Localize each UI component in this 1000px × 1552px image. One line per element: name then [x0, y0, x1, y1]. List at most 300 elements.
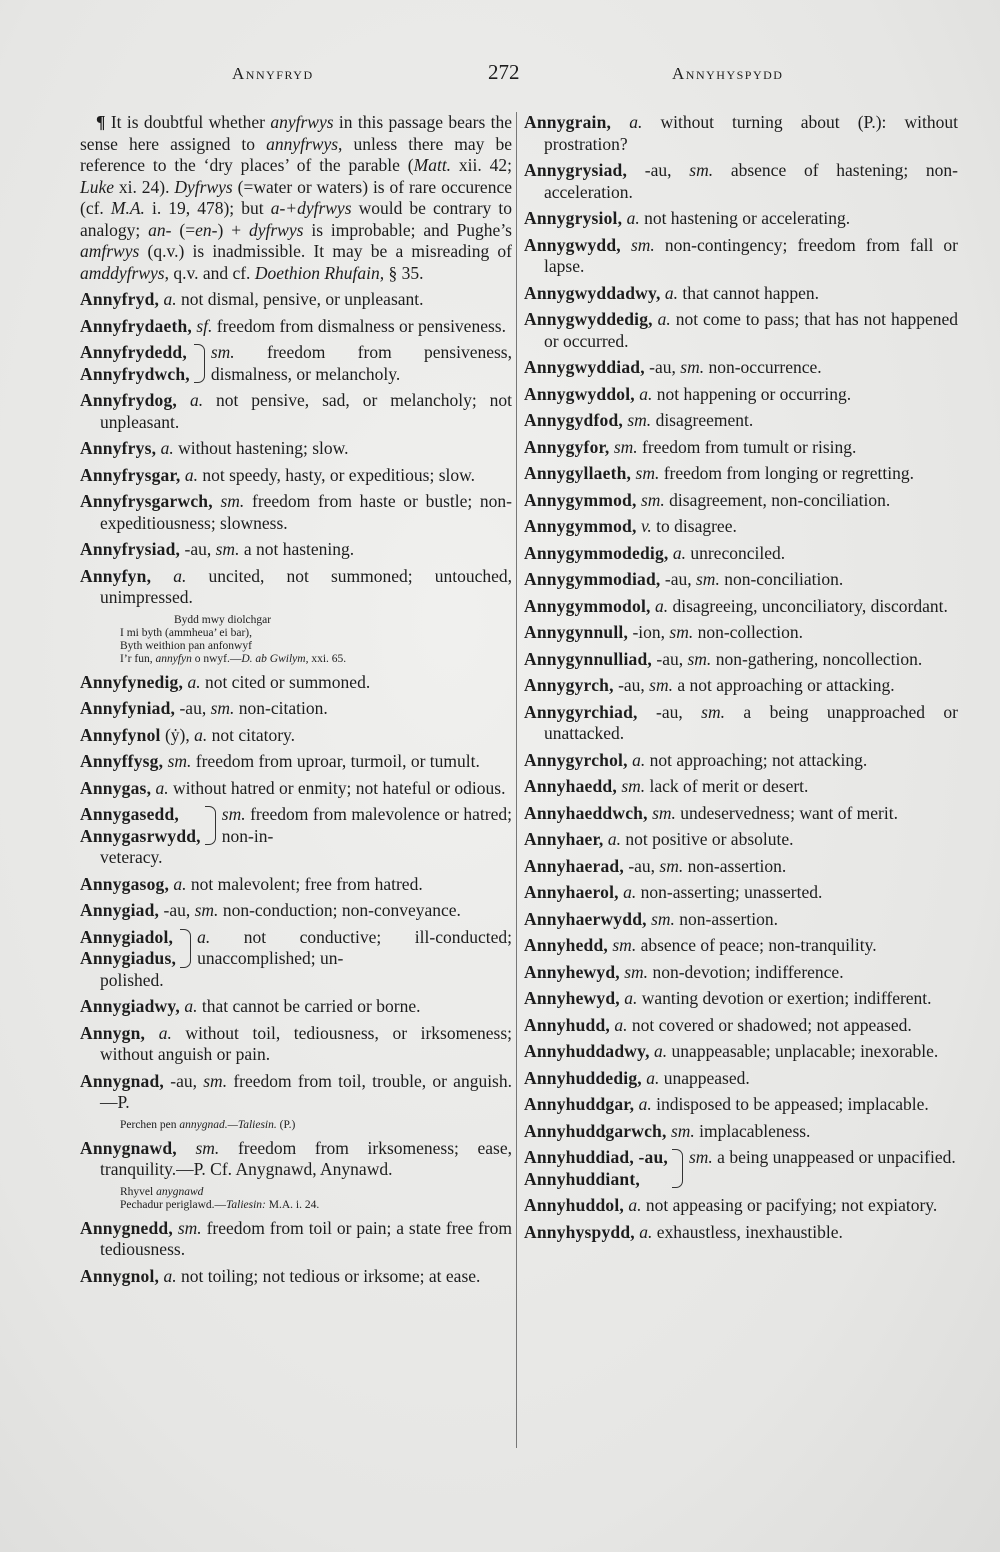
headword-group [524, 1147, 668, 1190]
quote-italic: D. ab Gwilym, [241, 652, 309, 665]
grammar-label: a. [672, 542, 686, 563]
plural-suffix: -au, [660, 569, 696, 589]
dictionary-entry [524, 1041, 958, 1063]
grammar-label: sm. [195, 1137, 220, 1158]
grammar-label: sm. [215, 539, 240, 559]
dictionary-entry [80, 566, 512, 609]
headword: Annygyfor, [524, 436, 610, 457]
definition-text: non-citation. [234, 698, 328, 718]
definition-text: to disagree. [651, 516, 737, 536]
definition-text: freedom from malevolence or hatred; non-in- [221, 804, 512, 846]
note-segment: , unless there may be reference to the ‘dry places’ of the parable ( [80, 133, 512, 175]
headword: Annygwyddadwy, [524, 282, 661, 303]
grammar-label: a. [158, 1022, 172, 1043]
grammar-label: sm. [651, 908, 675, 929]
grammar-label: a. [654, 595, 669, 616]
header-right-guideword: Annyhyspydd [672, 64, 784, 83]
dictionary-entry [524, 1222, 958, 1244]
dictionary-entry [524, 649, 958, 671]
grammar-label: a. [163, 289, 177, 309]
grammar-label: sm. [687, 648, 712, 669]
note-italic: amddyfrwys [80, 262, 165, 283]
definition-text: non-conciliation. [719, 569, 844, 589]
dictionary-entry-group [80, 804, 512, 869]
quote-text: I’r fun, [120, 652, 156, 665]
dictionary-entry [80, 1023, 512, 1066]
definition-text: freedom from pensiveness, dismalness, or melancholy. [210, 342, 512, 384]
headword: Annyfyn, [80, 565, 152, 586]
definition-text: not cited or summoned. [200, 671, 371, 692]
quote-text: M.A. i. 24. [265, 1198, 320, 1211]
definition-text: not hastening or accelerating. [639, 208, 851, 228]
grammar-label: sm. [177, 1217, 202, 1238]
dictionary-entry [524, 208, 958, 230]
dictionary-entry [524, 160, 958, 203]
definition-text: not citatory. [207, 724, 296, 745]
dictionary-entry [80, 1071, 512, 1114]
note-segment: It is doubtful whether [105, 112, 271, 132]
grammar-label: sm. [659, 855, 684, 876]
grammar-label: a. [623, 882, 637, 902]
quote-text: (P.) [276, 1118, 296, 1131]
quote-italic: annygnad.—Taliesin. [179, 1118, 277, 1131]
dictionary-entry [524, 988, 958, 1010]
brace-row [80, 927, 512, 970]
plural-suffix: -au, [164, 1070, 204, 1091]
grammar-label: a. [607, 829, 621, 849]
dictionary-entry [524, 1015, 958, 1037]
grammar-label: v. [640, 516, 652, 536]
citation-quote [120, 1119, 512, 1132]
grammar-label: a. [187, 671, 201, 692]
note-italic: M.A. [110, 198, 145, 218]
plural-suffix: -ion, [628, 622, 670, 642]
grammar-label: sm. [680, 357, 705, 377]
grammar-label: a. [194, 724, 208, 745]
grammar-label: sm. [649, 675, 673, 695]
dictionary-entry [80, 438, 512, 460]
grammar-label: a. [638, 1094, 652, 1114]
quote-line [120, 1119, 512, 1132]
note-segment: ) + [217, 219, 249, 240]
headword: Annyhudd, [524, 1014, 610, 1035]
grammar-label: sm. [210, 342, 235, 362]
dictionary-entry [524, 962, 958, 984]
note-italic: annyfrwys [266, 133, 339, 154]
note-italic: Dyfrwys [174, 176, 233, 197]
quote-line [120, 1186, 512, 1199]
brace-row [80, 804, 512, 847]
definition-text: non-devotion; indifference. [648, 961, 844, 982]
quote-text: o nwyf.— [191, 652, 242, 665]
headword: Annyhuddgarwch, [524, 1120, 667, 1141]
dictionary-entry [524, 935, 958, 957]
headword: Annyffysg, [80, 751, 164, 771]
definition-text: a being unapproached or unattacked. [544, 701, 958, 743]
pilcrow-symbol: ¶ [96, 112, 106, 132]
brace-symbol [672, 1149, 683, 1188]
brace-symbol [180, 929, 191, 968]
quote-italic: annyfyn [155, 652, 192, 665]
grammar-label: sm. [210, 698, 235, 718]
note-italic: amfrwys [80, 241, 140, 261]
note-text [80, 112, 512, 283]
plural-suffix: -au, [623, 855, 660, 876]
dictionary-entry [524, 702, 958, 745]
definition [222, 804, 512, 847]
headword: Annyhuddiant, [524, 1168, 640, 1189]
definition-text: freedom from toil, trouble, or anguish.—P. [100, 1070, 512, 1112]
headword: Annyfrys, [80, 438, 157, 458]
headword: Annyhewyd, [524, 988, 620, 1008]
definition-text: non-assertion. [683, 855, 787, 876]
headword: Annygrysiol, [524, 208, 623, 228]
dictionary-entry [524, 569, 958, 591]
running-header [0, 60, 1000, 90]
plural-suffix: -au, [175, 698, 211, 718]
dictionary-entry [524, 803, 958, 825]
definition-text: that cannot happen. [678, 282, 819, 303]
note-italic: Luke [80, 176, 115, 197]
grammar-label: sm. [669, 622, 694, 642]
dictionary-entry [524, 1195, 958, 1217]
grammar-label: sm. [701, 701, 725, 722]
grammar-label: sf. [196, 315, 213, 336]
definition-text: a not approaching or attacking. [673, 675, 895, 695]
definition-text: not toiling; not tedious or irksome; at ease. [176, 1265, 481, 1286]
dictionary-entry [80, 725, 512, 747]
headword-group [80, 927, 176, 970]
definition-text: non-assertion. [674, 908, 778, 929]
grammar-label: a. [632, 749, 646, 770]
dictionary-entry [80, 900, 512, 922]
definition-text: disagreement, non-conciliation. [664, 489, 891, 510]
headword: Annyhedd, [524, 935, 608, 955]
headword-group [80, 342, 190, 385]
definition-continuation: polished. [100, 969, 164, 990]
headword: Annygyllaeth, [524, 463, 632, 483]
headword: Annyfynol [80, 724, 161, 745]
headword: Annyfryd, [80, 289, 160, 309]
headword: Annygiadwy, [80, 996, 180, 1016]
headword: Annygwyddol, [524, 383, 635, 404]
grammar-label: sm. [670, 1120, 695, 1141]
brace-symbol [194, 344, 205, 383]
definition-text: freedom from dismalness or pensiveness. [212, 315, 506, 336]
grammar-label: sm. [203, 1070, 228, 1091]
definition-text: not happening or occurring. [652, 383, 852, 404]
definition-continuation: veteracy. [100, 847, 163, 867]
dictionary-entry [524, 112, 958, 155]
definition-text: freedom from toil or pain; a state free from tediousness. [100, 1217, 512, 1259]
grammar-label: sm. [624, 961, 649, 982]
grammar-label: sm. [612, 935, 637, 955]
note-italic: Doethion Rhufain, [254, 262, 385, 283]
headword: Annygiad, [80, 900, 160, 920]
grammar-label: sm. [635, 463, 660, 483]
definition-text: not covered or shadowed; not appeased. [627, 1014, 912, 1035]
headword: Annyfyniad, [80, 698, 176, 718]
headword: Annygasrwydd, [80, 825, 201, 846]
plural-suffix: -au, [613, 675, 650, 695]
definition-text: not positive or absolute. [620, 829, 794, 849]
headword: Annygymmod, [524, 516, 637, 536]
grammar-label: sm. [220, 491, 245, 511]
note-segment: (=water or waters) is of rare occurence (cf. [80, 176, 512, 218]
definition-text: without toil, tediousness, or irksomeness; without anguish or pain. [100, 1022, 512, 1064]
headword: Annygwyddedig, [524, 309, 653, 329]
headword: Annygnad, [80, 1070, 164, 1091]
headword: Annygymmodol, [524, 595, 651, 616]
plural-suffix: -au, [637, 701, 702, 722]
headword: Annyhuddadwy, [524, 1041, 650, 1061]
grammar-label: a. [664, 282, 679, 303]
grammar-label: sm. [630, 234, 655, 255]
plural-suffix: -au, [627, 160, 690, 180]
definition-text: without turning about (P.): without prostration? [544, 112, 958, 154]
grammar-label: sm. [167, 751, 192, 771]
headword: Annyfrydog, [80, 390, 178, 410]
right-column [524, 112, 958, 1248]
grammar-label: sm. [652, 802, 676, 823]
definition-text: freedom from uproar, turmoil, or tumult. [191, 751, 480, 771]
definition-text: without hatred or enmity; not hateful or odious. [168, 777, 506, 798]
dictionary-entry [80, 390, 512, 433]
headword: Annyfrydwch, [80, 363, 190, 384]
grammar-label: a. [639, 1221, 653, 1242]
definition-text: not speedy, hasty, or expeditious; slow. [197, 464, 475, 485]
definition-text: not approaching; not attacking. [645, 749, 868, 770]
headword: Annygrysiad, [524, 160, 628, 180]
grammar-label: sm. [621, 776, 646, 796]
dictionary-entry [80, 491, 512, 534]
quote-text: xxi. 65. [308, 652, 347, 665]
headword: Annygnawd, [80, 1137, 177, 1158]
definition-text: uncited, not summoned; untouched, unimpressed. [100, 565, 512, 607]
grammar-label: sm. [613, 436, 638, 457]
grammar-label: a. [197, 926, 211, 947]
dictionary-entry-group [524, 1147, 958, 1190]
dictionary-entry [524, 463, 958, 485]
grammar-label: a. [654, 1041, 668, 1061]
headword: Annyfrysiad, [80, 539, 181, 559]
definition-text: unreconciled. [685, 542, 786, 563]
dictionary-entry [80, 672, 512, 694]
quote-text: Perchen pen [120, 1118, 180, 1131]
grammar-label: a. [184, 996, 198, 1016]
dictionary-entry [80, 751, 512, 773]
quote-text: Byth weithion pan anfonwyf [120, 639, 252, 652]
citation-quote [120, 614, 512, 666]
plural-suffix: (ẏ), [160, 724, 195, 745]
definition-text: absence of peace; non-tranquility. [636, 935, 877, 955]
note-segment: (q.v.) is inadmissible. It may be a misreading of [139, 241, 512, 261]
definition-text: freedom from longing or regretting. [659, 463, 914, 483]
dictionary-entry [80, 539, 512, 561]
dictionary-entry [80, 316, 512, 338]
grammar-label: a. [189, 390, 204, 410]
brace-row [524, 1147, 958, 1190]
definition-text: a being unappeased or unpacified. [712, 1147, 956, 1167]
dictionary-entry [524, 235, 958, 278]
page-number: 272 [488, 60, 520, 84]
definition-text: not come to pass; that has not happened or occurred. [544, 309, 958, 351]
grammar-label: a. [163, 1265, 177, 1286]
grammar-label: sm. [221, 804, 246, 824]
grammar-label: a. [626, 208, 640, 228]
headword: Annygnedd, [80, 1217, 173, 1238]
definition-text: without hastening; slow. [173, 438, 349, 458]
definition-text: freedom from haste or bustle; non-expeditiousness; slowness. [100, 491, 512, 533]
dictionary-entry [524, 750, 958, 772]
definition-text: not pensive, sad, or melancholy; not unpleasant. [100, 390, 512, 432]
note-italic: anyfrwys [270, 112, 334, 132]
note-italic: a-+dyfrwys [270, 198, 352, 218]
dictionary-entry [524, 882, 958, 904]
note-segment: (= [171, 219, 196, 240]
note-segment: is improbable; and Pughe’s [303, 219, 512, 240]
note-italic: en- [195, 219, 218, 240]
dictionary-entry [524, 1121, 958, 1143]
grammar-label: sm. [696, 569, 720, 589]
grammar-label: a. [646, 1067, 660, 1088]
headword: Annygwyddiad, [524, 357, 645, 377]
headword: Annyhaerwydd, [524, 908, 647, 929]
headword: Annygas, [80, 777, 152, 798]
dictionary-entry [80, 874, 512, 896]
headword: Annyfrydaeth, [80, 315, 192, 336]
definition-text: non-occurrence. [704, 357, 822, 377]
dictionary-entry-group [80, 342, 512, 385]
quote-italic: anygnawd [156, 1185, 204, 1198]
definition-text: non-collection. [693, 622, 804, 642]
dictionary-entry [524, 1068, 958, 1090]
grammar-label: sm. [688, 1147, 713, 1167]
quote-line [120, 627, 512, 640]
dictionary-entry [524, 909, 958, 931]
definition-text: undeservedness; want of merit. [675, 802, 898, 823]
dictionary-entry [524, 490, 958, 512]
headword: Annyfrysgarwch, [80, 491, 213, 511]
headword: Annygasog, [80, 873, 170, 894]
plural-suffix: -au, [652, 648, 688, 669]
headword: Annygwydd, [524, 234, 621, 255]
definition-text: wanting devotion or exertion; indifferent. [637, 988, 932, 1008]
definition-text: non-asserting; unasserted. [636, 882, 823, 902]
quote-line [120, 640, 512, 653]
dictionary-entry [524, 1094, 958, 1116]
definition-text: that cannot be carried or borne. [197, 996, 421, 1016]
definition-text: unappeased. [659, 1067, 750, 1088]
grammar-label: a. [173, 873, 187, 894]
grammar-label: a. [173, 565, 187, 586]
dictionary-entry [80, 698, 512, 720]
note-italic: dyfrwys [248, 219, 304, 240]
grammar-label: a. [657, 309, 671, 329]
quote-line [120, 1199, 512, 1212]
dictionary-entry [80, 465, 512, 487]
definition-text: freedom from tumult or rising. [637, 436, 857, 457]
brace-symbol [205, 806, 216, 845]
grammar-label: a. [624, 988, 638, 1008]
headword: Annygyrchol, [524, 749, 628, 770]
note-segment: xi. 24). [114, 176, 175, 197]
column-divider [516, 112, 517, 1448]
plural-suffix: -au, [159, 900, 195, 920]
dictionary-entry [80, 1138, 512, 1181]
quote-text: Bydd mwy diolchgar [174, 613, 272, 626]
grammar-label: sm. [689, 160, 714, 180]
headword: Annyhaerol, [524, 882, 619, 902]
brace-row [80, 342, 512, 385]
headword: Annygynnulliad, [524, 648, 652, 669]
dictionary-entry [524, 776, 958, 798]
quote-line [120, 653, 512, 666]
note-italic: Matt. [413, 155, 452, 175]
definition-text: not dismal, pensive, or unpleasant. [176, 289, 424, 309]
headword: Annyfynedig, [80, 671, 184, 692]
headword: Annyhewyd, [524, 961, 620, 982]
headword: Annygydfod, [524, 410, 623, 430]
grammar-label: a. [628, 1195, 642, 1215]
headword: Annygynnull, [524, 622, 629, 642]
grammar-label: a. [614, 1014, 628, 1035]
definition [197, 927, 512, 970]
grammar-label: sm. [627, 410, 652, 430]
headword: Annyhuddedig, [524, 1067, 642, 1088]
definition-text: implacableness. [694, 1120, 811, 1141]
left-column [80, 112, 512, 1292]
dictionary-entry [524, 829, 958, 851]
quote-text: I mi byth (ammheua’ ei bar), [120, 626, 252, 639]
definition-text: disagreeing, unconciliatory, discordant. [668, 595, 948, 616]
grammar-label: a. [629, 112, 643, 132]
definition-text: not malevolent; free from hatred. [186, 873, 423, 894]
dictionary-entry [524, 283, 958, 305]
definition-text: indisposed to be appeased; implacable. [651, 1094, 929, 1114]
headword: Annyfrysgar, [80, 464, 181, 485]
headword: Annygyrchiad, [524, 701, 638, 722]
dictionary-entry [524, 856, 958, 878]
dictionary-entry [80, 289, 512, 311]
quote-text: Rhyvel [120, 1185, 157, 1198]
definition-text: not conductive; ill-conducted; unaccomplished; un- [197, 926, 512, 968]
dictionary-entry [524, 384, 958, 406]
headword: Annyhuddiad, -au, [524, 1147, 668, 1167]
definition-text: a not hastening. [239, 539, 355, 559]
definition-text: non-gathering, noncollection. [711, 648, 923, 669]
definition-text: unappeasable; unplacable; inexorable. [667, 1041, 939, 1061]
plural-suffix: -au, [180, 539, 216, 559]
definition [689, 1147, 958, 1190]
dictionary-entry [524, 410, 958, 432]
note-segment: § 35. [384, 262, 424, 283]
definition [211, 342, 512, 385]
note-segment: would be contrary to analogy; [80, 198, 512, 240]
grammar-label: sm. [640, 489, 665, 510]
definition-text: freedom from irksomeness; ease, tranquility.—P. Cf. Anygnawd, Anynawd. [100, 1137, 513, 1179]
headword: Annygyrch, [524, 675, 614, 695]
dictionary-entry [80, 1266, 512, 1288]
grammar-label: a. [639, 383, 653, 404]
right-entries [524, 112, 958, 1243]
headword: Annygymmodiad, [524, 569, 661, 589]
plural-suffix: -au, [644, 357, 681, 377]
dictionary-entry [524, 543, 958, 565]
definition-text: non-conduction; non-conveyance. [218, 900, 461, 920]
headword: Annyfrydedd, [80, 342, 187, 362]
headword: Annyhyspydd, [524, 1221, 635, 1242]
